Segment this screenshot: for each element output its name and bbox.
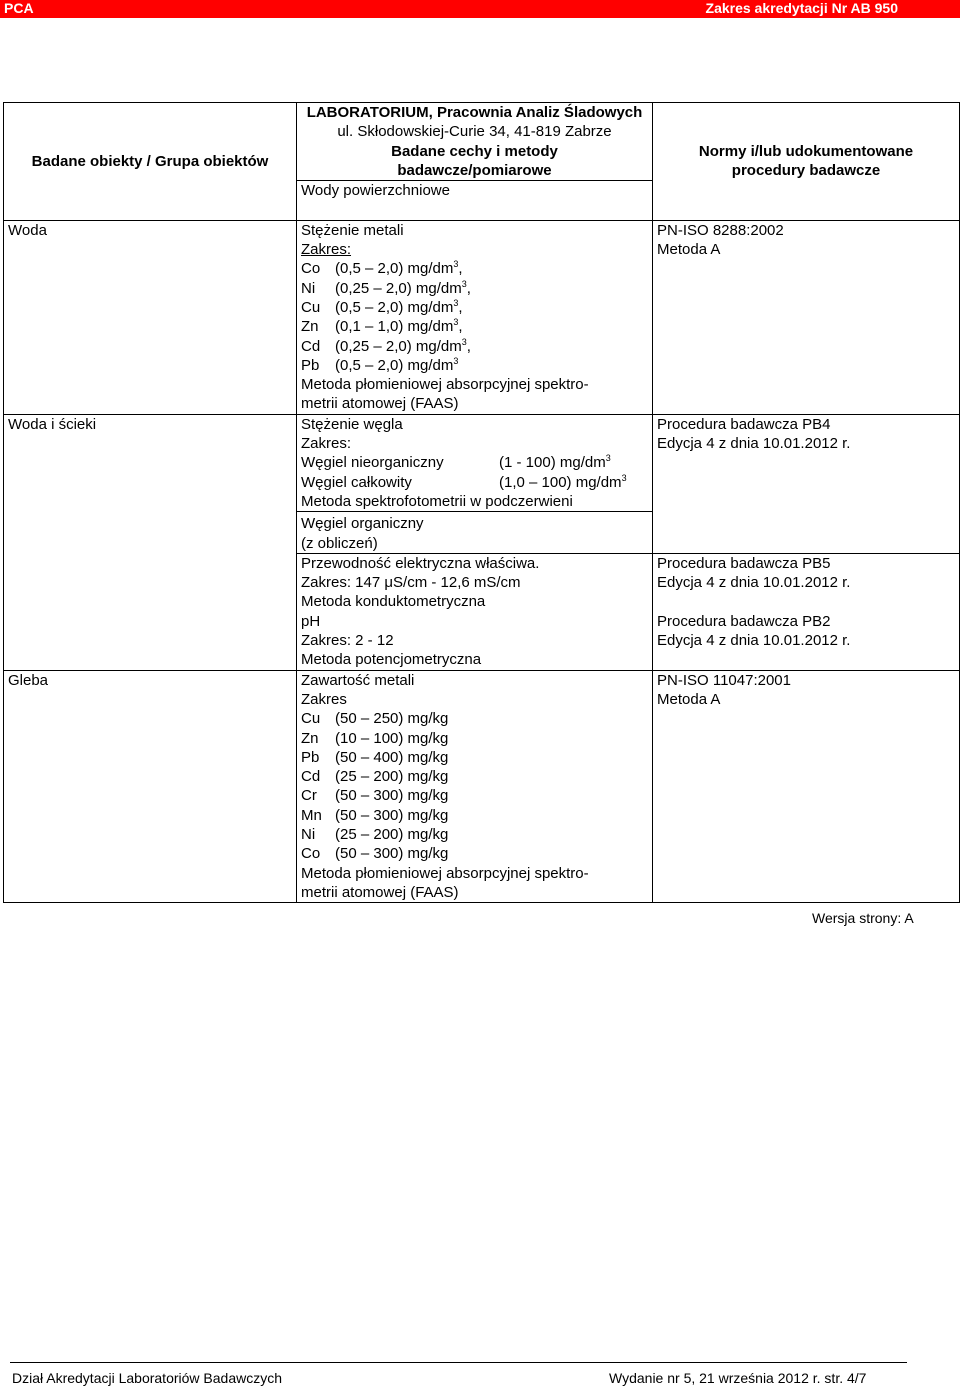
table-row — [4, 670, 960, 903]
superscript: 3 — [453, 259, 459, 270]
metal-range-item — [301, 356, 648, 375]
carbon-range-line — [301, 473, 648, 492]
element-symbol: Mn — [301, 806, 322, 824]
separator: , — [458, 298, 463, 316]
range-label: Zakres: — [301, 241, 352, 259]
element-symbol: Cd — [301, 768, 321, 786]
carbon-range-value: (1 - 100) mg/dm — [499, 454, 606, 472]
metal-range-list — [301, 259, 648, 375]
norm-line: Procedura badawcza PB5 — [657, 554, 831, 572]
metal-range-item — [301, 748, 648, 767]
method-cell — [297, 612, 653, 670]
col2-header — [297, 142, 653, 181]
element-range: (0,25 – 2,0) mg/dm — [335, 279, 462, 297]
method-line — [301, 240, 648, 259]
method-line — [301, 573, 648, 592]
metal-range-item — [301, 767, 648, 786]
element-symbol: Cu — [301, 298, 321, 316]
metal-range-item — [301, 317, 648, 336]
separator: , — [458, 260, 463, 278]
norm-line: Procedura badawcza PB2 — [657, 612, 831, 630]
separator: , — [466, 279, 471, 297]
method-line: Stężenie metali — [301, 221, 404, 239]
element-symbol: Pb — [301, 356, 320, 374]
norm-line: PN-ISO 8288:2002 — [657, 221, 784, 239]
element-range: (0,5 – 2,0) mg/dm — [335, 356, 454, 374]
superscript: 3 — [461, 278, 467, 289]
element-symbol: Pb — [301, 748, 320, 766]
norm-line: Edycja 4 z dnia 10.01.2012 r. — [657, 574, 851, 592]
lab-address: ul. Skłodowskiej-Curie 34, 41-819 Zabrze — [337, 123, 612, 141]
metal-range-item — [301, 806, 648, 825]
object-cell — [4, 220, 297, 414]
separator: , — [458, 318, 463, 336]
object-name: Wody powierzchniowe — [301, 182, 450, 200]
micro-symbol: μ — [384, 574, 394, 592]
carbon-range-line — [301, 453, 648, 472]
method-line: Metoda płomieniowej absorpcyjnej spektro- — [301, 864, 589, 882]
metal-range-item — [301, 844, 648, 863]
method-line: metrii atomowej (FAAS) — [301, 395, 459, 413]
metal-range-item — [301, 298, 648, 317]
element-range: (0,5 – 2,0) mg/dm — [335, 260, 454, 278]
norm-cell — [653, 220, 960, 414]
element-range: (10 – 100) mg/kg — [335, 729, 449, 747]
metal-range-list — [301, 709, 648, 863]
element-symbol: Ni — [301, 825, 316, 843]
table-row — [4, 220, 960, 414]
superscript: 3 — [605, 453, 611, 464]
norm-line: Edycja 4 z dnia 10.01.2012 r. — [657, 435, 851, 453]
norm-line: Metoda A — [657, 241, 721, 259]
metal-range-item — [301, 259, 648, 278]
carbon-range-value: (1,0 – 100) mg/dm — [499, 473, 622, 491]
element-symbol: Cu — [301, 710, 321, 728]
norm-cell — [653, 414, 960, 553]
object-cell — [297, 181, 653, 221]
col2-header-line1: Badane cechy i metody — [391, 142, 558, 160]
element-range: (0,1 – 1,0) mg/dm — [335, 318, 454, 336]
range-label: Zakres — [301, 690, 347, 708]
col3-header-line1: Normy i/lub udokumentowane — [698, 143, 914, 161]
header-right-label: Zakres akredytacji Nr AB 950 — [705, 0, 898, 16]
page-header-bar — [0, 0, 960, 18]
carbon-label: Węgiel nieorganiczny — [301, 454, 444, 472]
accreditation-table — [3, 102, 960, 903]
element-symbol: Cd — [301, 337, 321, 355]
carbon-range — [499, 473, 627, 492]
method-line: Stężenie węgla — [301, 415, 403, 433]
table-row — [4, 414, 960, 511]
method-line: Zakres: 2 - 12 — [301, 632, 394, 650]
col3-header-line2: procedury badawcze — [731, 162, 881, 180]
range-label: Zakres: — [301, 435, 352, 453]
method-line: (z obliczeń) — [301, 534, 378, 552]
metal-range-item — [301, 337, 648, 356]
lab-title: LABORATORIUM, Pracownia Analiz Śladowych — [306, 104, 643, 121]
norm-line: Procedura badawcza PB4 — [657, 415, 831, 433]
method-cell — [297, 220, 653, 414]
element-range: (50 – 300) mg/kg — [335, 787, 449, 805]
range-text: S/cm - 12,6 mS/cm — [393, 574, 521, 592]
footer-divider — [10, 1362, 907, 1363]
carbon-label: Węgiel całkowity — [301, 473, 412, 491]
col2-header-line2: badawcze/pomiarowe — [397, 161, 552, 179]
element-symbol: Ni — [301, 279, 316, 297]
norm-line: PN-ISO 11047:2001 — [657, 671, 791, 689]
method-line: Węgiel organiczny — [301, 515, 424, 533]
element-range: (50 – 300) mg/kg — [335, 806, 449, 824]
element-symbol: Co — [301, 845, 321, 863]
metal-range-item — [301, 786, 648, 805]
element-symbol: Co — [301, 260, 321, 278]
method-line: pH — [301, 612, 321, 630]
range-text: Zakres: 147 — [301, 574, 385, 592]
superscript: 3 — [621, 472, 627, 483]
method-cell — [297, 512, 653, 554]
method-line: Przewodność elektryczna właściwa. — [301, 554, 540, 572]
object-cell — [4, 670, 297, 903]
superscript: 3 — [453, 297, 459, 308]
footer-left: Dział Akredytacji Laboratoriów Badawczych — [12, 1370, 283, 1386]
method-cell — [297, 414, 653, 511]
object-cell — [4, 414, 297, 670]
metal-range-item — [301, 709, 648, 728]
metal-range-item — [301, 279, 648, 298]
metal-range-item — [301, 729, 648, 748]
page-version: Wersja strony: A — [812, 910, 914, 926]
object-name: Woda — [8, 221, 47, 239]
method-line: Metoda potencjometryczna — [301, 651, 482, 669]
method-cell — [297, 670, 653, 903]
lab-title-cell — [297, 103, 653, 142]
superscript: 3 — [453, 355, 459, 366]
method-line: metrii atomowej (FAAS) — [301, 883, 459, 901]
header-left-label: PCA — [4, 0, 34, 16]
method-cell — [297, 553, 653, 611]
col3-header — [653, 103, 960, 221]
separator: , — [466, 337, 471, 355]
element-symbol: Cr — [301, 787, 317, 805]
element-symbol: Zn — [301, 729, 319, 747]
metal-range-item — [301, 825, 648, 844]
footer-right: Wydanie nr 5, 21 września 2012 r. str. 4/7 — [609, 1370, 867, 1386]
method-line: Zawartość metali — [301, 671, 415, 689]
method-line: Metoda płomieniowej absorpcyjnej spektro- — [301, 376, 589, 394]
element-range: (50 – 300) mg/kg — [335, 845, 449, 863]
norm-cell — [653, 553, 960, 611]
element-range: (25 – 200) mg/kg — [335, 768, 449, 786]
superscript: 3 — [461, 336, 467, 347]
element-symbol: Zn — [301, 318, 319, 336]
object-name: Woda i ścieki — [8, 415, 97, 433]
element-range: (0,25 – 2,0) mg/dm — [335, 337, 462, 355]
norm-cell — [653, 612, 960, 670]
norm-line: Edycja 4 z dnia 10.01.2012 r. — [657, 632, 851, 650]
method-line: Metoda konduktometryczna — [301, 593, 486, 611]
element-range: (50 – 400) mg/kg — [335, 748, 449, 766]
element-range: (0,5 – 2,0) mg/dm — [335, 298, 454, 316]
element-range: (50 – 250) mg/kg — [335, 710, 449, 728]
method-line: Metoda spektrofotometrii w podczerwieni — [301, 492, 573, 510]
object-name: Gleba — [8, 671, 49, 689]
col1-header — [4, 103, 297, 221]
col1-header-text: Badane obiekty / Grupa obiektów — [31, 152, 269, 170]
norm-line: Metoda A — [657, 690, 721, 708]
carbon-range — [499, 453, 611, 472]
element-range: (25 – 200) mg/kg — [335, 825, 449, 843]
superscript: 3 — [453, 317, 459, 328]
norm-cell — [653, 670, 960, 903]
